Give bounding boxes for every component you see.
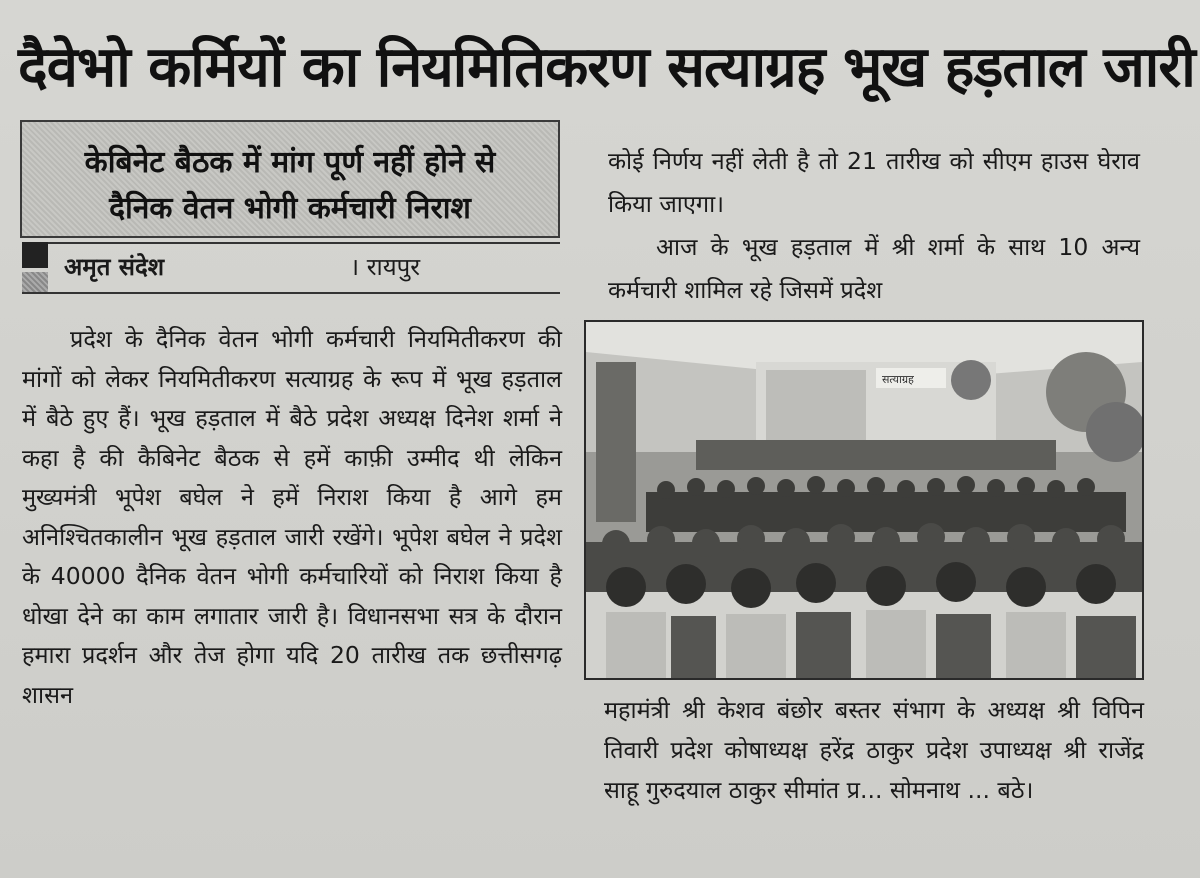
news-photo (584, 320, 1144, 680)
news-photo-image (586, 322, 1142, 678)
byline-top-rule (22, 242, 560, 244)
article-body-left-column (22, 320, 562, 715)
byline-bottom-rule (22, 292, 560, 294)
byline-city: । रायपुर (350, 253, 421, 281)
byline-shade-mark (22, 272, 48, 292)
article-paragraph-2: कोई निर्णय नहीं लेती है तो 21 तारीख को सीएम हाउस घेराव किया जाएगा। (608, 147, 1140, 218)
byline-square-mark (22, 242, 48, 268)
subheadline-box (20, 120, 560, 238)
photo-banner-text: सत्याग्रह (882, 373, 914, 386)
article-paragraph-3: आज के भूख हड़ताल में श्री शर्मा के साथ 10 अन्य कर्मचारी शामिल रहे जिसमें प्रदेश (608, 233, 1140, 304)
byline-source: अमृत संदेश (64, 253, 165, 281)
subheadline-line-1: केबिनेट बैठक में मांग पूर्ण नहीं होने से (84, 145, 496, 180)
article-body-right-column (608, 140, 1140, 312)
article-paragraph-1: प्रदेश के दैनिक वेतन भोगी कर्मचारी नियमितीकरण की मांगों को लेकर नियमितीकरण सत्याग्रह के रूप में भूख हड़ताल में बैठे हुए हैं। भूख हड़ताल में बैठे प्रदेश अध्यक्ष दिनेश शर्मा ने कहा है की कैबिनेट बैठक से हमें काफ़ी उम्मीद थी लेकिन मुख्यमंत्री भूपेश बघेल ने हमें निराश किया है आगे हम अनिश्चितकालीन भूख हड़ताल जारी रखेंगे। भूपेश बघेल ने प्रदेश के 40000 दैनिक वेतन भोगी कर्मचारियों को निराश किया है धोखा देने का काम लगातार जारी है। विधानसभा सत्र के दौरान हमारा प्रदर्शन और तेज होगा यदि 20 तारीख तक छत्तीसगढ़ शासन (22, 325, 562, 709)
article-body-continued (604, 690, 1144, 810)
byline (22, 242, 560, 294)
subheadline-line-2: दैनिक वेतन भोगी कर्मचारी निराश (109, 191, 471, 226)
article-paragraph-4: महामंत्री श्री केशव बंछोर बस्तर संभाग के अध्यक्ष श्री विपिन तिवारी प्रदेश कोषाध्यक्ष हरेंद्र ठाकुर प्रदेश उपाध्यक्ष श्री राजेंद्र साहू गुरुदयाल ठाकुर सीमांत प्र... सोमनाथ ... बठे। (604, 696, 1144, 804)
headline: दैवेभो कर्मियों का नियमितिकरण सत्याग्रह भूख हड़ताल जारी (18, 35, 1195, 100)
